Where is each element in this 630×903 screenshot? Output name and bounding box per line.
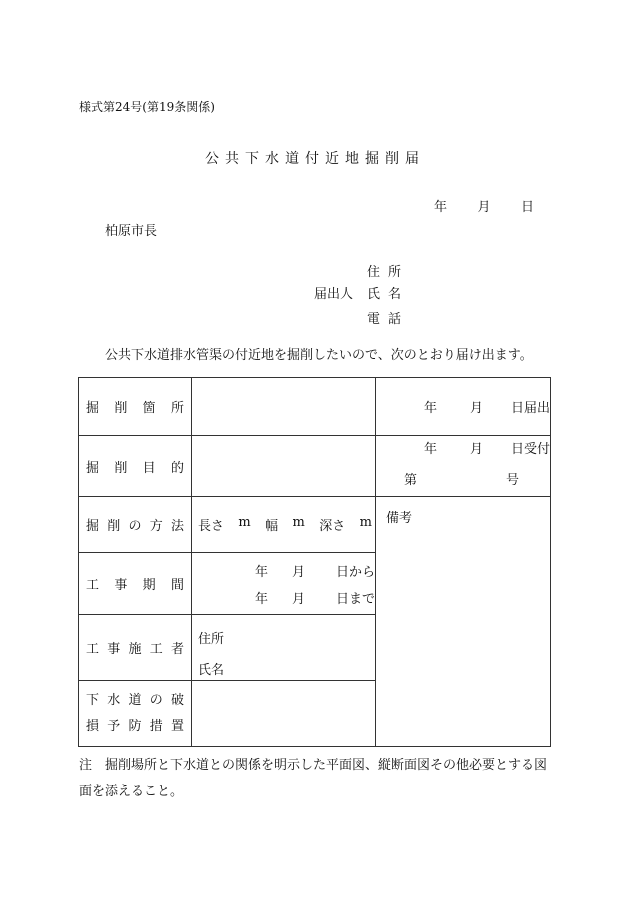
location-field[interactable] bbox=[192, 378, 376, 436]
period-from-year: 年 bbox=[254, 564, 268, 580]
period-label: 工事期間 bbox=[79, 553, 192, 615]
remarks-cell[interactable] bbox=[376, 497, 551, 747]
method-label: 掘削の方法 bbox=[79, 497, 192, 553]
applicant-phone-label: 電話 bbox=[367, 312, 410, 327]
purpose-field[interactable] bbox=[192, 436, 376, 497]
prevention-field[interactable] bbox=[192, 681, 376, 747]
period-field[interactable] bbox=[192, 553, 376, 615]
contractor-label: 工事施工者 bbox=[79, 615, 192, 681]
method-m2: m bbox=[292, 515, 305, 530]
statement: 公共下水道排水管渠の付近地を掘削したいので、次のとおり届け出ます。 bbox=[105, 348, 533, 363]
period-to-day: 日まで bbox=[335, 591, 375, 607]
submitted-year: 年 bbox=[423, 401, 437, 416]
form-number: 様式第24号(第19条関係) bbox=[79, 100, 215, 114]
location-label: 掘削箇所 bbox=[79, 378, 192, 436]
method-field[interactable] bbox=[192, 497, 376, 553]
method-m3: m bbox=[359, 515, 372, 530]
document-title: 公共下水道付近地掘削届 bbox=[205, 151, 425, 167]
applicant-label: 届出人 bbox=[314, 287, 354, 302]
period-from-month: 月 bbox=[291, 564, 305, 580]
submitted-cell bbox=[376, 378, 551, 436]
prevention-label-line2: 損予防措置 bbox=[86, 718, 184, 734]
addressee: 柏原市長 bbox=[105, 224, 158, 239]
purpose-label: 掘削目的 bbox=[79, 436, 192, 497]
number-prefix: 第 bbox=[404, 473, 418, 488]
submitted-day: 日届出 bbox=[510, 401, 550, 416]
contractor-name-label: 氏名 bbox=[198, 663, 225, 678]
received-day: 日受付 bbox=[510, 442, 550, 457]
prevention-label bbox=[79, 681, 192, 747]
period-to-month: 月 bbox=[291, 591, 305, 607]
submitted-month: 月 bbox=[469, 401, 483, 416]
received-year: 年 bbox=[423, 442, 437, 457]
period-from-day: 日から bbox=[335, 564, 375, 580]
method-m1: m bbox=[238, 515, 251, 530]
date-day: 日 bbox=[520, 200, 534, 215]
applicant-fields bbox=[367, 262, 409, 331]
period-to-year: 年 bbox=[254, 591, 268, 607]
date-month: 月 bbox=[477, 200, 491, 215]
footnote: 注 掘削場所と下水道との関係を明示した平面図、縦断面図その他必要とする図面を添えること。 bbox=[79, 758, 548, 799]
contractor-address-label: 住所 bbox=[198, 632, 225, 647]
prevention-label-line1: 下水道の破 bbox=[86, 692, 184, 708]
method-width: 幅 bbox=[265, 519, 279, 534]
contractor-field[interactable] bbox=[192, 615, 376, 681]
number-suffix: 号 bbox=[505, 473, 519, 488]
date-line bbox=[434, 196, 534, 215]
received-cell bbox=[376, 436, 551, 497]
applicant-name-label: 氏名 bbox=[367, 286, 410, 302]
method-length: 長さ bbox=[198, 519, 225, 534]
applicant-address-label: 住所 bbox=[367, 265, 410, 280]
received-month: 月 bbox=[469, 442, 483, 457]
method-depth: 深さ bbox=[319, 519, 346, 534]
remarks-label: 備考 bbox=[386, 511, 413, 526]
date-year: 年 bbox=[434, 200, 448, 215]
form-table bbox=[78, 377, 551, 747]
